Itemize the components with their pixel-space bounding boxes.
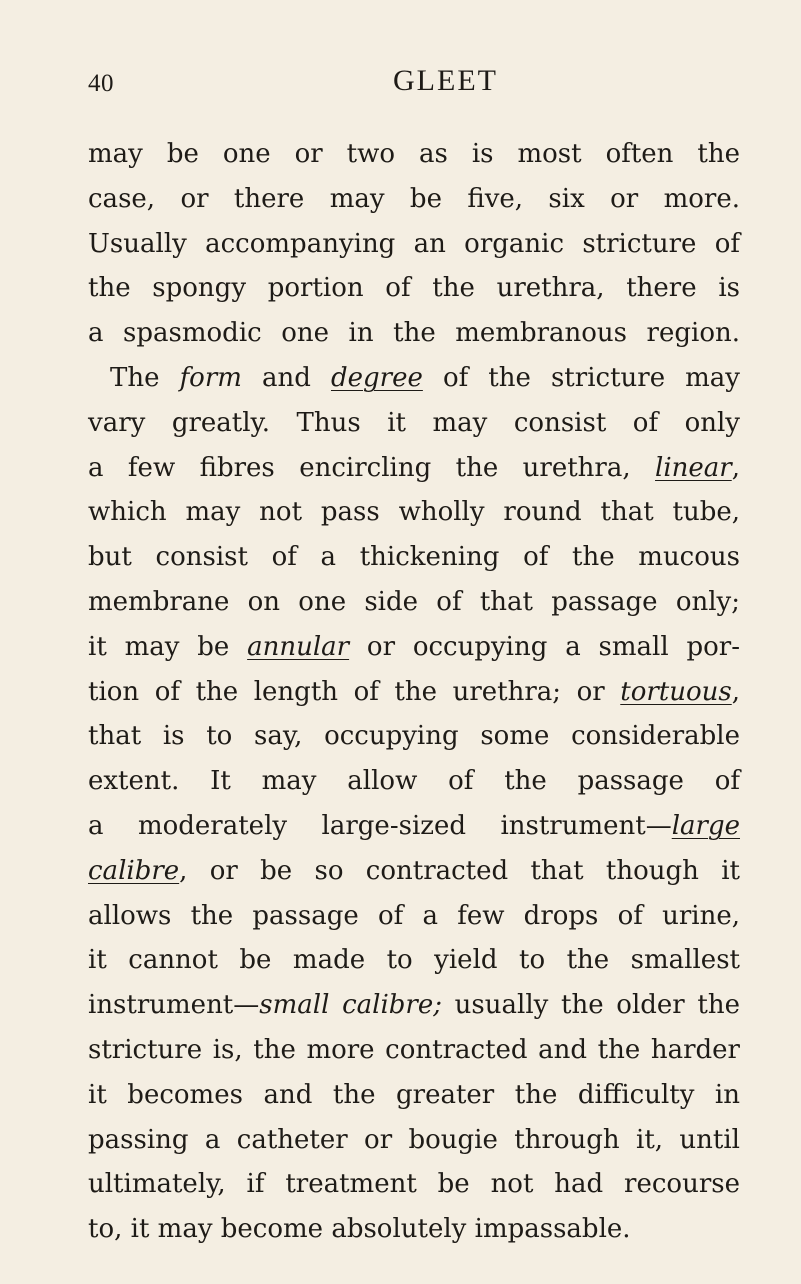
text-line: allows the passage of a few drops of urine, [88, 900, 740, 931]
text-line: extent. It may allow of the passage of [88, 766, 740, 797]
body-text [88, 132, 740, 1252]
text-line: that is to say, occupying some considerable [88, 721, 740, 752]
italic-term-tortuous: tortuous [620, 676, 732, 707]
text-line: which may not pass wholly round that tube, [88, 497, 740, 528]
page-number: 40 [88, 70, 114, 97]
text-line: may be one or two as is most often the [88, 139, 740, 169]
text-line: vary greatly. Thus it may consist of only [88, 407, 740, 438]
page-header [88, 64, 740, 108]
text-line: Usually accompanying an organic stricture of [88, 228, 740, 259]
text-line: a moderately large-sized instrument—large [88, 810, 740, 841]
text-line: calibre, or be so contracted that though it [88, 855, 740, 886]
text-line: The form and degree of the stricture may [110, 362, 740, 393]
text-line: tion of the length of the urethra; or tortuous, [88, 676, 740, 707]
running-title: GLEET [393, 64, 498, 97]
italic-term-degree: degree [330, 362, 423, 393]
text-line: passing a catheter or bougie through it, until [88, 1124, 740, 1155]
text-line: stricture is, the more contracted and the harder [88, 1034, 740, 1065]
italic-term-large: large [671, 810, 740, 841]
text-line: to, it may become absolutely impassable. [88, 1214, 631, 1245]
text-line: the spongy portion of the urethra, there is [88, 273, 740, 304]
text-line: a few fibres encircling the urethra, linear, [88, 452, 740, 483]
italic-term-calibre: calibre [88, 855, 180, 886]
italic-term-annular: annular [247, 631, 350, 662]
text-line: it may be annular or occupying a small por- [88, 631, 740, 662]
text-line: ultimately, if treatment be not had recourse [88, 1169, 740, 1200]
text-line: instrument—small calibre; usually the older the [88, 990, 740, 1021]
italic-term-small-calibre: small calibre; [259, 990, 442, 1021]
text-line: it cannot be made to yield to the smallest [88, 945, 740, 976]
text-line: but consist of a thickening of the mucous [88, 542, 740, 573]
text-line: membrane on one side of that passage only; [88, 586, 740, 617]
text-line: case, or there may be five, six or more. [88, 183, 740, 214]
italic-term-form: form [179, 362, 242, 393]
text-line: it becomes and the greater the difficulty in [88, 1079, 740, 1110]
text-line: a spasmodic one in the membranous region. [88, 318, 740, 349]
italic-term-linear: linear [655, 452, 732, 483]
